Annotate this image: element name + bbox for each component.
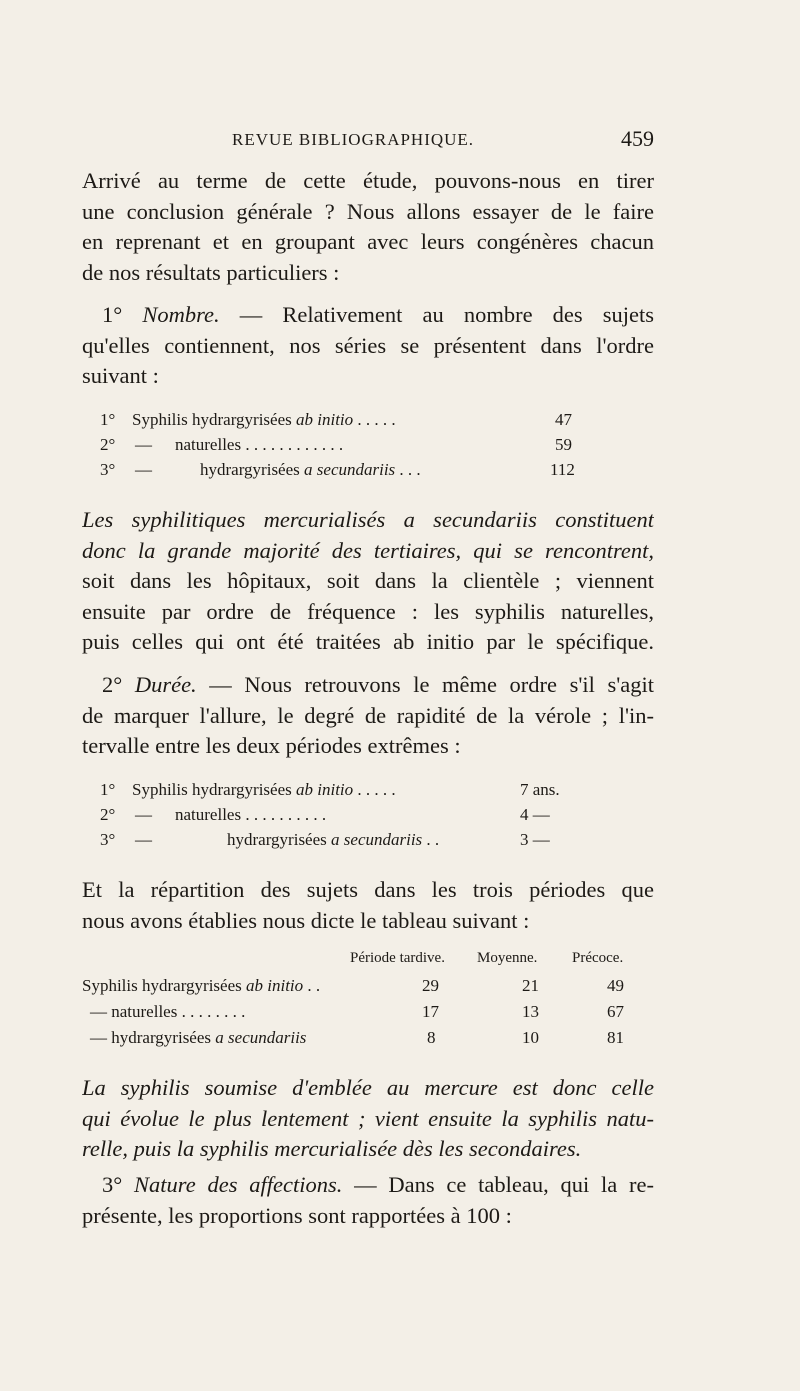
table-cell: 29	[422, 976, 439, 995]
section-heading: Nature des affections.	[134, 1172, 343, 1197]
text-line	[82, 300, 654, 331]
page-number: 459	[621, 126, 654, 151]
section-heading: Durée.	[134, 672, 197, 697]
item-label: Syphilis hydrargyrisées ab initio . . . . .	[132, 780, 396, 799]
text-line: puis celles qui ont été traitées ab initio par le spécifique.	[82, 629, 654, 654]
section-number: 1°	[102, 302, 123, 327]
item-number: 3°	[100, 460, 116, 479]
text-line: suivant :	[82, 363, 159, 388]
item-number: 3°	[100, 830, 116, 849]
ditto-dash: —	[135, 830, 152, 849]
column-header: Période tardive.	[350, 950, 445, 966]
table-cell: 49	[607, 976, 624, 995]
item-label: hydrargyrisées a secundariis . .	[227, 830, 440, 849]
paragraph-tertiaires	[82, 505, 654, 658]
text-line: de marquer l'allure, le degré de rapidité de la vérole ; l'in-	[82, 702, 654, 728]
page-header	[82, 126, 654, 156]
item-value: 59	[555, 435, 572, 454]
text-line: de nos résultats particuliers :	[82, 259, 340, 285]
item-label: naturelles . . . . . . . . . .	[175, 805, 327, 824]
text-line: soit dans les hôpitaux, soit dans la clientèle ; viennent	[82, 568, 654, 593]
ditto-dash: —	[135, 805, 152, 824]
text-line: Arrivé au terme de cette étude, pouvons-nous en tirer	[82, 168, 654, 193]
text-line: relle, puis la syphilis mercurialisée dès les secondaires.	[82, 1136, 582, 1161]
text-line: en reprenant et en groupant avec leurs congénères chacun	[82, 229, 654, 254]
list-item	[100, 460, 580, 485]
ditto-dash: —	[135, 435, 152, 454]
section-number: 3°	[102, 1172, 123, 1197]
section-number: 2°	[102, 672, 123, 697]
text-line: qu'elles contiennent, nos séries se présentent dans l'ordre	[82, 332, 654, 358]
text-run: — Nous retrouvons le même ordre s'il s'agit	[209, 672, 654, 697]
table-row	[82, 976, 654, 1000]
item-label: Syphilis hydrargyrisées ab initio . . . . .	[132, 410, 396, 429]
table-cell: 21	[522, 976, 539, 995]
text-run: — Relativement au nombre des sujets	[239, 302, 654, 327]
table-cell: 81	[607, 1028, 624, 1047]
item-value: 4 —	[520, 805, 550, 824]
item-label: hydrargyrisées a secundariis . . .	[200, 460, 421, 479]
text-run: — Dans ce tableau, qui la re-	[354, 1172, 654, 1197]
table-cell: 10	[522, 1028, 539, 1047]
text-line: qui évolue le plus lentement ; vient ensuite la syphilis natu-	[82, 1105, 654, 1131]
item-number: 2°	[100, 435, 116, 454]
text-line: une conclusion générale ? Nous allons essayer de le faire	[82, 198, 654, 224]
item-value: 47	[555, 410, 572, 429]
table-row	[82, 1028, 654, 1052]
text-line: La syphilis soumise d'emblée au mercure est donc celle	[82, 1075, 654, 1100]
paragraph-duree	[82, 670, 654, 762]
list-nombre	[100, 410, 580, 485]
column-header: Précoce.	[572, 950, 624, 966]
paragraph-nombre	[82, 300, 654, 392]
list-item	[100, 780, 600, 805]
table-cell: 67	[607, 1002, 624, 1021]
text-line: nous avons établies nous dicte le tableau suivant :	[82, 907, 530, 933]
paragraph-nature	[82, 1170, 654, 1231]
text-line	[82, 1170, 654, 1201]
list-item	[100, 435, 580, 460]
paragraph-conclusion-intro	[82, 166, 654, 288]
paragraph-repartition	[82, 875, 654, 936]
table-cell: 13	[522, 1002, 539, 1021]
item-number: 1°	[100, 410, 116, 429]
row-label: Syphilis hydrargyrisées ab initio . .	[82, 976, 321, 995]
text-line: donc la grande majorité des tertiaires, qui se rencontrent,	[82, 537, 654, 563]
list-duree	[100, 780, 600, 855]
text-line: tervalle entre les deux périodes extrêmes :	[82, 733, 461, 758]
item-value: 7 ans.	[520, 780, 560, 799]
list-item	[100, 830, 600, 855]
table-row	[82, 1002, 654, 1026]
text-line: Les syphilitiques mercurialisés a secundariis constituent	[82, 507, 654, 532]
item-label: naturelles . . . . . . . . . . . .	[175, 435, 344, 454]
item-value: 112	[550, 460, 575, 479]
running-title: REVUE BIBLIOGRAPHIQUE.	[232, 130, 475, 149]
text-line: Et la répartition des sujets dans les trois périodes que	[82, 877, 654, 902]
row-label: — naturelles . . . . . . . .	[90, 1002, 246, 1021]
text-line: présente, les proportions sont rapportées à 100 :	[82, 1202, 512, 1228]
item-value: 3 —	[520, 830, 550, 849]
text-line	[82, 670, 654, 701]
text-line: ensuite par ordre de fréquence : les syphilis naturelles,	[82, 598, 654, 624]
item-number: 2°	[100, 805, 116, 824]
table-cell: 8	[427, 1028, 436, 1047]
column-header: Moyenne.	[477, 950, 538, 966]
row-label: — hydrargyrisées a secundariis	[90, 1028, 307, 1047]
list-item	[100, 410, 580, 435]
section-heading: Nombre.	[142, 302, 220, 327]
paragraph-syphilis-conclusion	[82, 1073, 654, 1165]
ditto-dash: —	[135, 460, 152, 479]
item-number: 1°	[100, 780, 116, 799]
list-item	[100, 805, 600, 830]
table-cell: 17	[422, 1002, 439, 1021]
